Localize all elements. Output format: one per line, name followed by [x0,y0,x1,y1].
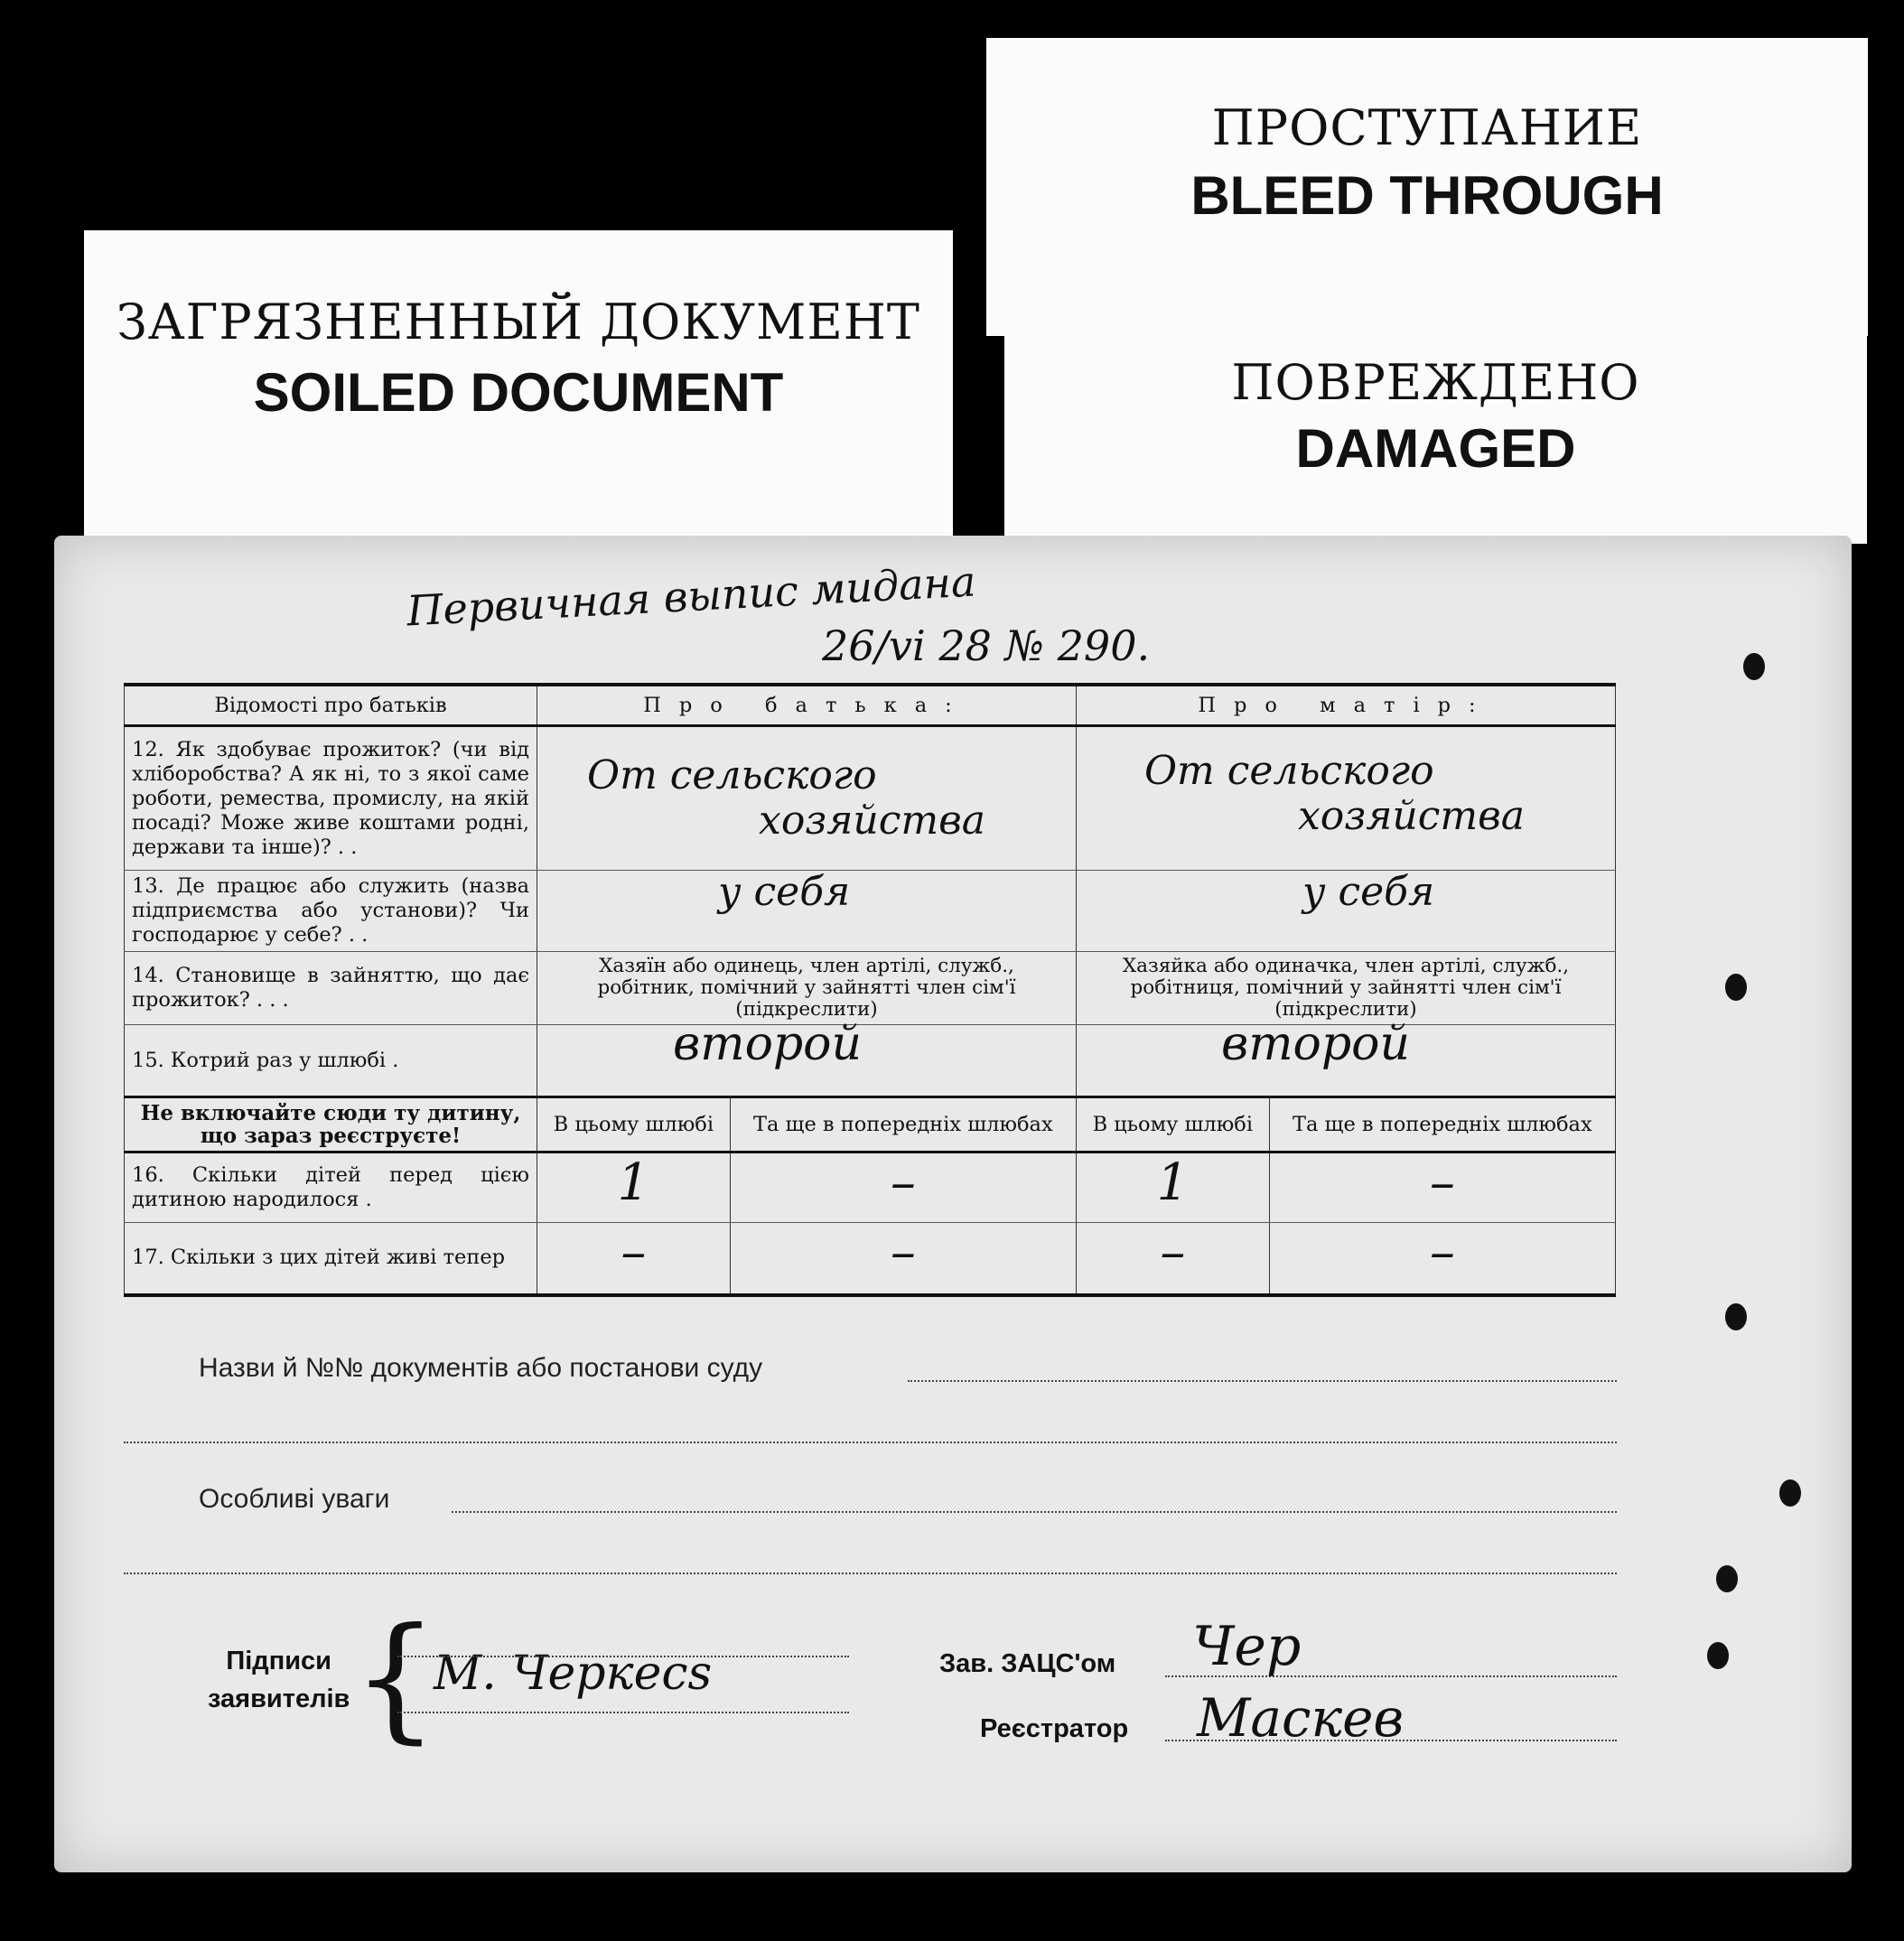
q12-mother-line-1: От сельского [1143,748,1434,794]
question-16: 16. Скільки дітей перед цією дитиною народилося . [125,1152,537,1223]
notes-dotted-line-2 [124,1572,1617,1574]
applicant-sig-line-1 [397,1656,849,1657]
notes-dotted-line [452,1511,1617,1513]
soiled-en-label: SOILED DOCUMENT [253,362,784,423]
q17-v1: – [621,1223,647,1283]
soiled-document-card [84,230,953,555]
documents-dotted-line-2 [124,1442,1617,1443]
q14-father-line-3: (підкреслити) [735,998,878,1021]
q12-mother-line-2: хозяйства [1297,793,1525,839]
q14-mother-line-1: Хазяйка або одиначка, член артілі, служб., [1122,955,1570,977]
q12-father-line-1: От сельского [587,752,877,798]
question-14: 14. Становище в зайняттю, що дає прожиток? . . . [125,952,537,1025]
exclude-note-line-1: Не включайте сюди ту дитину, [140,1101,521,1125]
table-row [125,726,1616,871]
q13-father-text: у себя [718,869,851,915]
q14-mother-options [1076,952,1615,1025]
exclude-note-line-2: що зараз реєструєте! [200,1124,462,1148]
head-zags-label: Зав. ЗАЦС'ом [939,1649,1116,1678]
documents-dotted-line [908,1380,1617,1382]
q16-v3: 1 [1156,1152,1190,1212]
q16-father-this [537,1152,731,1223]
q15-father-text: второй [673,1017,862,1071]
mother-prev-marriages-header: Та ще в попередніх шлюбах [1269,1097,1615,1152]
q12-father-answer [537,726,1077,871]
question-17: 17. Скільки з цих дітей живі тепер [125,1223,537,1295]
damaged-card [1004,273,1867,544]
q17-v2: – [890,1223,916,1283]
bleed-en-label: BLEED THROUGH [1190,165,1664,226]
binder-hole [1725,974,1747,1001]
head-signature: Чер [1192,1615,1302,1678]
damaged-ru-label: ПОВРЕЖДЕНО [1231,354,1640,411]
registrar-label: Реєстратор [980,1714,1129,1743]
q15-mother-text: второй [1220,1017,1410,1071]
handwritten-header-line-1: Первичная выпис мидана [406,556,977,636]
handwritten-header-line-2: 26/vi 28 № 290. [822,621,1151,670]
registrar-signature: Маскев [1197,1687,1405,1749]
header-about-father: Про батька: [537,685,1077,726]
question-15: 15. Котрий раз у шлюбі . [125,1025,537,1097]
q14-father-line-2: робітник, помічний у зайнятті член сім'ї [597,976,1016,999]
q17-mother-this [1076,1223,1269,1295]
q13-mother-text: у себя [1302,869,1435,915]
mother-this-marriage-header: В цьому шлюбі [1076,1097,1269,1152]
question-13: 13. Де працює або служить (назва підприємства або установи)? Чи господарює у себе? . . [125,871,537,952]
applicants-label-line-1: Підписи [226,1647,331,1675]
applicant-signature: М. Черкесs [434,1647,713,1701]
binder-hole [1707,1642,1729,1669]
header-parents-info: Відомості про батьків [125,685,537,726]
q14-mother-line-2: робітниця, помічний у зайнятті член сім'ї [1130,976,1562,999]
q16-v1: 1 [617,1152,650,1212]
q14-father-options [537,952,1077,1025]
q16-v4: – [1429,1152,1455,1212]
q16-v2: – [890,1152,916,1212]
table-row [125,1223,1616,1295]
applicant-sig-line-2 [397,1712,849,1713]
q17-mother-prev [1269,1223,1615,1295]
q16-mother-prev [1269,1152,1615,1223]
bleed-ru-label: ПРОСТУПАНИЕ [1211,99,1643,156]
header-about-mother: Про матір: [1076,685,1615,726]
table-row [125,871,1616,952]
documents-label: Назви й №№ документів або постанови суду [199,1353,763,1383]
special-notes-label: Особливі уваги [199,1484,390,1514]
applicants-label-line-2: заявителів [208,1684,350,1713]
applicants-signatures-label [208,1642,350,1718]
q17-v4: – [1429,1223,1455,1283]
q14-father-line-1: Хазяїн або одинець, член артілі, служб., [599,955,1014,977]
registry-form-page [54,536,1852,1872]
q15-father-answer [537,1017,1077,1097]
q17-v3: – [1160,1223,1186,1283]
q13-mother-answer [1076,871,1615,952]
q17-father-this [537,1223,731,1295]
parents-info-table [124,683,1616,1297]
soiled-ru-label: ЗАГРЯЗНЕННЫЙ ДОКУМЕНТ [117,294,920,350]
father-this-marriage-header: В цьому шлюбі [537,1097,731,1152]
q14-mother-line-3: (підкреслити) [1274,998,1417,1021]
damaged-en-label: DAMAGED [1295,418,1576,479]
q16-mother-this [1076,1152,1269,1223]
children-subheader-row [125,1097,1616,1152]
table-row [125,1025,1616,1097]
q12-father-line-2: хозяйства [759,798,985,844]
q17-father-prev [730,1223,1076,1295]
table-header-row [125,685,1616,726]
binder-hole [1779,1479,1801,1507]
binder-hole [1743,653,1765,680]
q13-father-answer [537,871,1077,952]
binder-hole [1725,1303,1747,1330]
q16-father-prev [730,1152,1076,1223]
table-row [125,1152,1616,1223]
q15-mother-answer [1076,1017,1615,1097]
exclude-child-note [125,1097,537,1152]
binder-hole [1716,1565,1738,1592]
brace-symbol: { [352,1600,439,1757]
table-row [125,952,1616,1025]
q12-mother-answer [1076,726,1615,871]
father-prev-marriages-header: Та ще в попередніх шлюбах [730,1097,1076,1152]
question-12: 12. Як здобуває прожиток? (чи від хліборобства? А як ні, то з якої саме роботи, ремества, промислу, на якій посаді? Може живе коштами родні, держави та інше)? . . [125,726,537,871]
